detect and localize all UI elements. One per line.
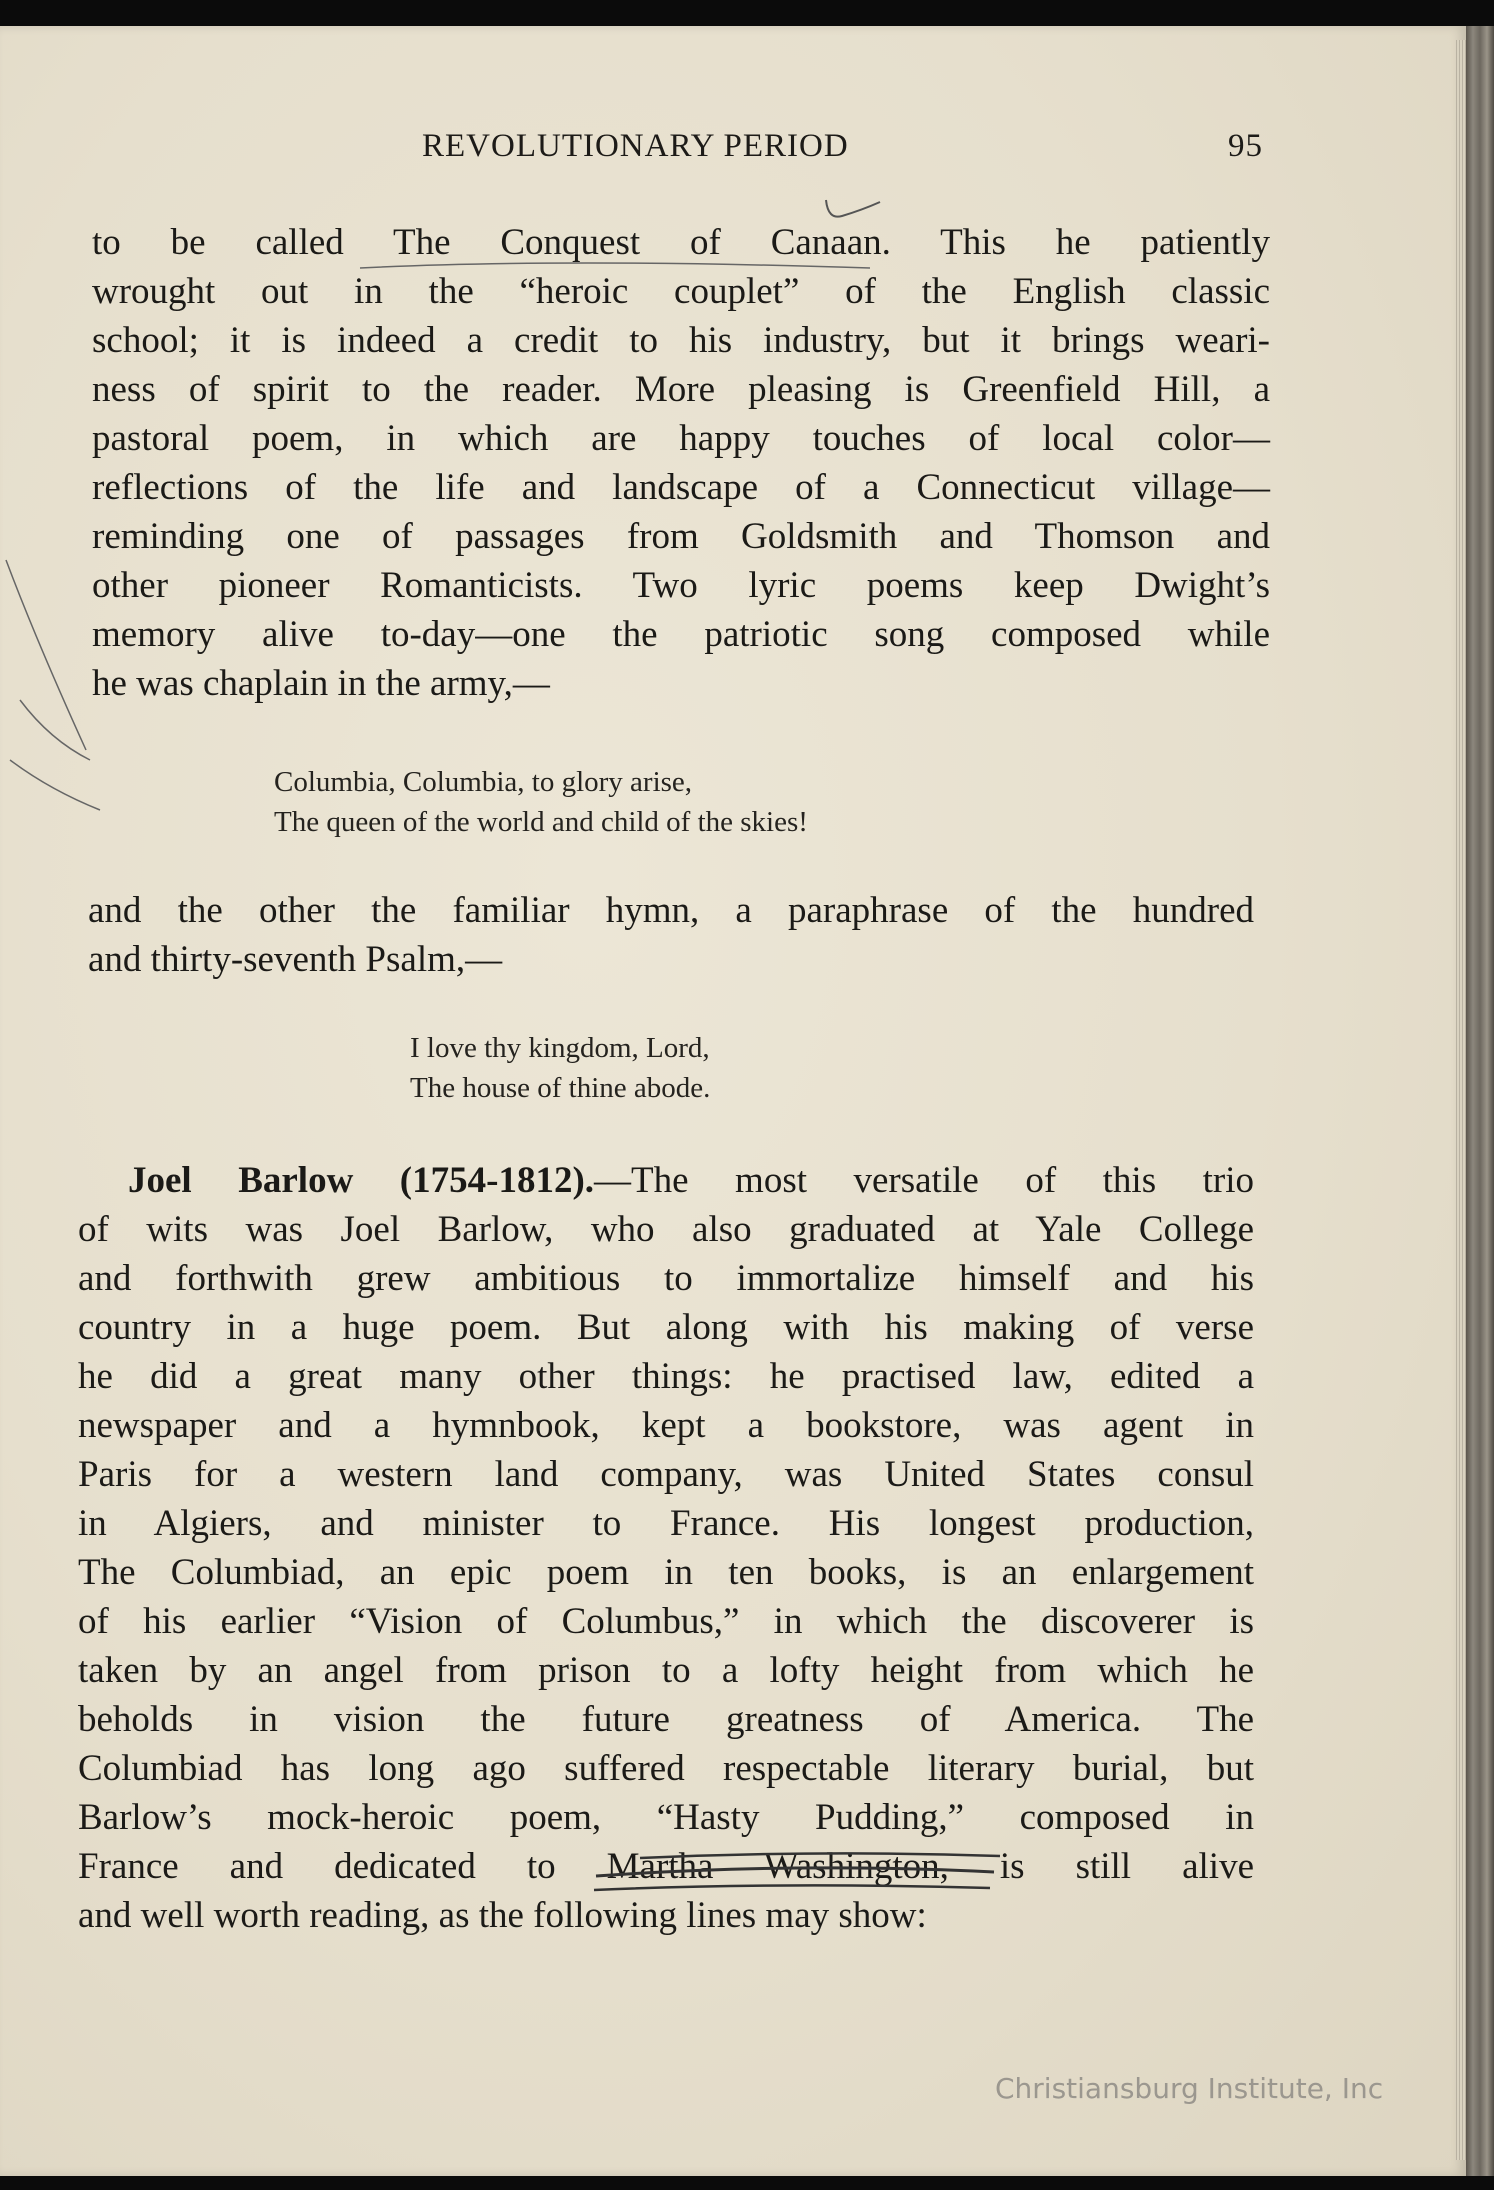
verse-line: I love thy kingdom, Lord,	[410, 1032, 710, 1064]
text-line: and well worth reading, as the following lines may show:	[78, 1895, 927, 1936]
text-line: ness of spirit to the reader. More pleasing is Greenfield Hill, a	[92, 369, 1270, 410]
section-heading: Joel Barlow (1754-1812).	[128, 1160, 595, 1201]
text-line: reminding one of passages from Goldsmith and Thomson and	[92, 516, 1270, 557]
paragraph-hymn	[88, 886, 1254, 984]
running-head: REVOLUTIONARY PERIOD	[422, 128, 849, 164]
text-line: pastoral poem, in which are happy touches of local color—	[92, 418, 1270, 459]
page-number: 95	[1228, 128, 1263, 164]
text-line: to be called The Conquest of Canaan. This he patiently	[92, 222, 1270, 263]
text-line: he was chaplain in the army,—	[92, 663, 550, 704]
verse-kingdom	[410, 1028, 710, 1108]
text-line: taken by an angel from prison to a lofty height from which he	[78, 1650, 1254, 1691]
text-line-rest: —The most versatile of this trio	[594, 1160, 1254, 1201]
text-line: memory alive to-day—one the patriotic song composed while	[92, 614, 1270, 655]
verse-line: The house of thine abode.	[410, 1072, 711, 1104]
book-spine	[1466, 26, 1494, 2176]
text-line: Columbiad has long ago suffered respectable literary burial, but	[78, 1748, 1254, 1789]
verse-line: The queen of the world and child of the skies!	[274, 806, 808, 838]
text-line: reflections of the life and landscape of a Connecticut village—	[92, 467, 1270, 508]
text-line: beholds in vision the future greatness of America. The	[78, 1699, 1254, 1740]
page-header	[0, 128, 1466, 168]
text-line: and the other the familiar hymn, a paraphrase of the hundred	[88, 890, 1254, 931]
text-line: and forthwith grew ambitious to immortalize himself and his	[78, 1258, 1254, 1299]
text-line: of his earlier “Vision of Columbus,” in which the discoverer is	[78, 1601, 1254, 1642]
text-line: Paris for a western land company, was United States consul	[78, 1454, 1254, 1495]
text-line: in Algiers, and minister to France. His longest production,	[78, 1503, 1254, 1544]
watermark: Christiansburg Institute, Inc	[995, 2072, 1384, 2105]
text-line: he did a great many other things: he practised law, edited a	[78, 1356, 1254, 1397]
text-line: Barlow’s mock-heroic poem, “Hasty Pudding,” composed in	[78, 1797, 1254, 1838]
text-line: of wits was Joel Barlow, who also graduated at Yale College	[78, 1209, 1254, 1250]
text-line: France and dedicated to Martha Washington, is still alive	[78, 1846, 1254, 1887]
text-line: wrought out in the “heroic couplet” of the English classic	[92, 271, 1270, 312]
text-line: other pioneer Romanticists. Two lyric poems keep Dwight’s	[92, 565, 1270, 606]
text-line: newspaper and a hymnbook, kept a bookstore, was agent in	[78, 1405, 1254, 1446]
verse-line: Columbia, Columbia, to glory arise,	[274, 766, 693, 798]
text-line: The Columbiad, an epic poem in ten books, is an enlargement	[78, 1552, 1254, 1593]
paragraph-barlow	[78, 1156, 1254, 1940]
verse-columbia	[274, 762, 808, 842]
text-line: school; it is indeed a credit to his industry, but it brings weari-	[92, 320, 1270, 361]
page-edges	[1456, 40, 1466, 2160]
text-line: and thirty-seventh Psalm,—	[88, 939, 503, 980]
text-line-first	[78, 1156, 1254, 1205]
text-line: country in a huge poem. But along with his making of verse	[78, 1307, 1254, 1348]
paragraph-dwight	[92, 218, 1270, 708]
